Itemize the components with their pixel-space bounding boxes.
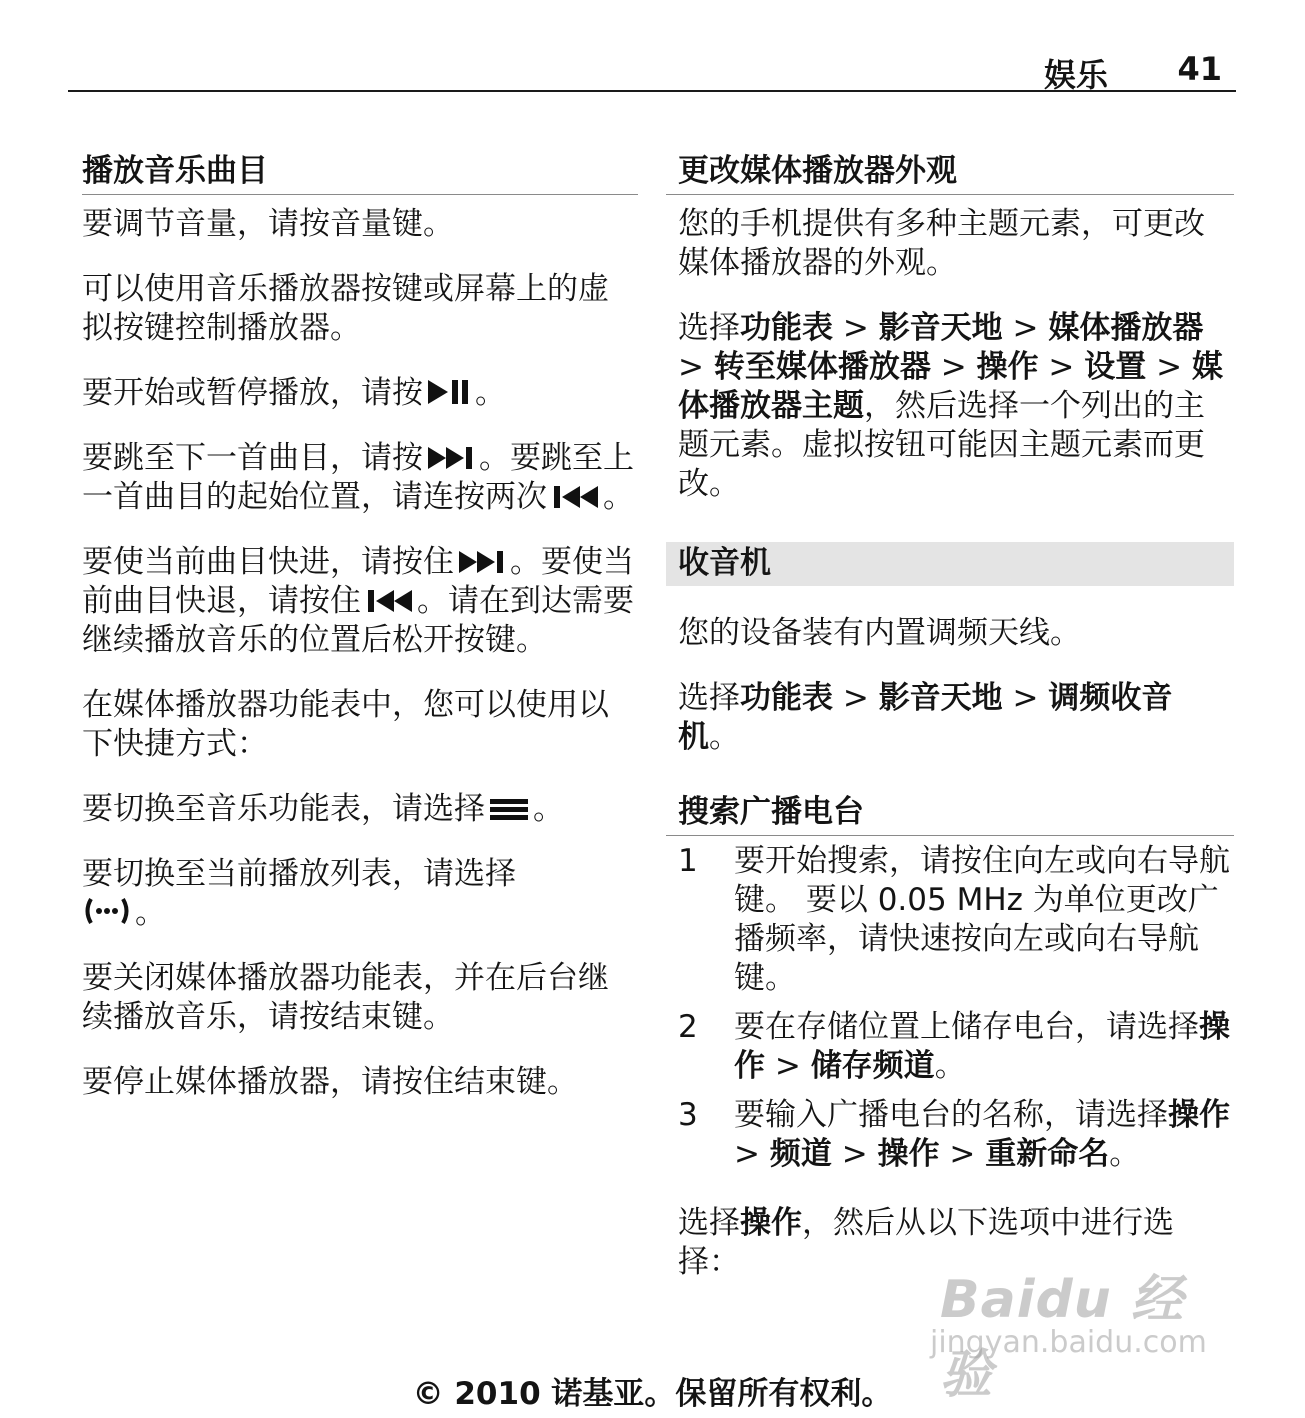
para-skip: 要跳至下一首曲目，请按 。要跳至上一首曲目的起始位置，请连按两次 。 <box>82 440 634 515</box>
menu-path-item: 设置 <box>1084 349 1147 385</box>
watermark-logo: Baidu 经验 <box>940 1270 1184 1405</box>
menu-path-item: 重新命名 <box>985 1136 1110 1172</box>
menu-path-item: 影音天地 <box>878 680 1003 716</box>
para-theme-path: 选择功能表 > 影音天地 > 媒体播放器 > 转至媒体播放器 > 操作 > 设置 > 媒体播放器主题，然后选择一个列出的主题元素。虚拟按钮可能因主题元素而更改。 <box>678 310 1223 502</box>
list-item: 3 要输入广播电台的名称，请选择操作 > 频道 > 操作 > 重新命名。 <box>678 1097 1230 1172</box>
menu-path-item: 转至媒体播放器 <box>713 349 931 385</box>
para-stop: 要停止媒体播放器，请按住结束键。 <box>82 1064 578 1100</box>
skip-next-icon <box>457 548 507 576</box>
para-volume: 要调节音量，请按音量键。 <box>82 206 454 242</box>
menu-path-item: 调频收音机 <box>678 680 1173 755</box>
page-number: 41 <box>1177 50 1222 88</box>
steps-list <box>678 842 1234 1174</box>
para-options: 选择操作，然后从以下选项中进行选择： <box>678 1205 1174 1280</box>
para-playlist: 要切换至当前播放列表，请选择 。 <box>82 856 516 931</box>
para-seek: 要使当前曲目快进，请按住 。要使当前曲目快退，请按住 。请在到达需要继续播放音乐的位置后松开按键。 <box>82 544 634 658</box>
menu-path-item: 媒体播放器主题 <box>678 349 1223 424</box>
menu-path-item: 功能表 <box>740 310 833 346</box>
menu-path-item: 操作 <box>734 1009 1230 1084</box>
menu-path-item: 媒体播放器 <box>1048 310 1204 346</box>
para-radio-path: 选择功能表 > 影音天地 > 调频收音机。 <box>678 680 1173 755</box>
watermark-url: jingyan.baidu.com <box>930 1325 1207 1360</box>
left-column <box>82 150 638 1128</box>
menu-path-item: 操作 <box>740 1205 802 1241</box>
para-antenna: 您的设备装有内置调频天线。 <box>678 615 1081 651</box>
menu-path-item: 操作 <box>1168 1097 1230 1133</box>
copyright-footer: © 2010 诺基亚。保留所有权利。 <box>412 1376 893 1412</box>
skip-previous-icon <box>550 483 600 511</box>
heading-radio: 收音机 <box>666 542 1234 586</box>
menu-path-item: 影音天地 <box>878 310 1003 346</box>
list-item: 2 要在存储位置上储存电台，请选择操作 > 储存频道。 <box>678 1009 1230 1084</box>
para-music-menu: 要切换至音乐功能表，请选择 。 <box>82 791 564 827</box>
list-item: 1 要开始搜索，请按住向左或向右导航键。 要以 0.05 MHz 为单位更改广播频率，请快速按向左或向右导航键。 <box>678 843 1230 996</box>
play-pause-icon <box>426 377 472 407</box>
menu-lines-icon <box>488 795 530 823</box>
menu-path-item: 储存频道 <box>810 1048 935 1084</box>
heading-search-stations: 搜索广播电台 <box>666 791 1234 836</box>
menu-path-item: 操作 <box>877 1136 940 1172</box>
menu-path-item: 功能表 <box>740 680 833 716</box>
playlist-dots-icon <box>82 895 132 927</box>
para-background: 要关闭媒体播放器功能表，并在后台继续播放音乐，请按结束键。 <box>82 960 609 1035</box>
para-themes: 您的手机提供有多种主题元素，可更改媒体播放器的外观。 <box>678 206 1205 281</box>
menu-path-item: 操作 <box>976 349 1039 385</box>
page-header <box>68 44 1236 92</box>
section-title: 娱乐 <box>1043 56 1108 94</box>
para-shortcuts: 在媒体播放器功能表中，您可以使用以下快捷方式： <box>82 687 609 762</box>
menu-path-item: 频道 <box>769 1136 832 1172</box>
right-column <box>678 150 1234 1308</box>
heading-play-music: 播放音乐曲目 <box>82 150 638 195</box>
heading-appearance: 更改媒体播放器外观 <box>666 150 1234 195</box>
watermark <box>930 1255 1230 1405</box>
para-controls: 可以使用音乐播放器按键或屏幕上的虚拟按键控制播放器。 <box>82 271 609 346</box>
para-play-pause: 要开始或暂停播放，请按 。 <box>82 375 506 411</box>
skip-previous-icon <box>364 587 414 615</box>
skip-next-icon <box>426 444 476 472</box>
